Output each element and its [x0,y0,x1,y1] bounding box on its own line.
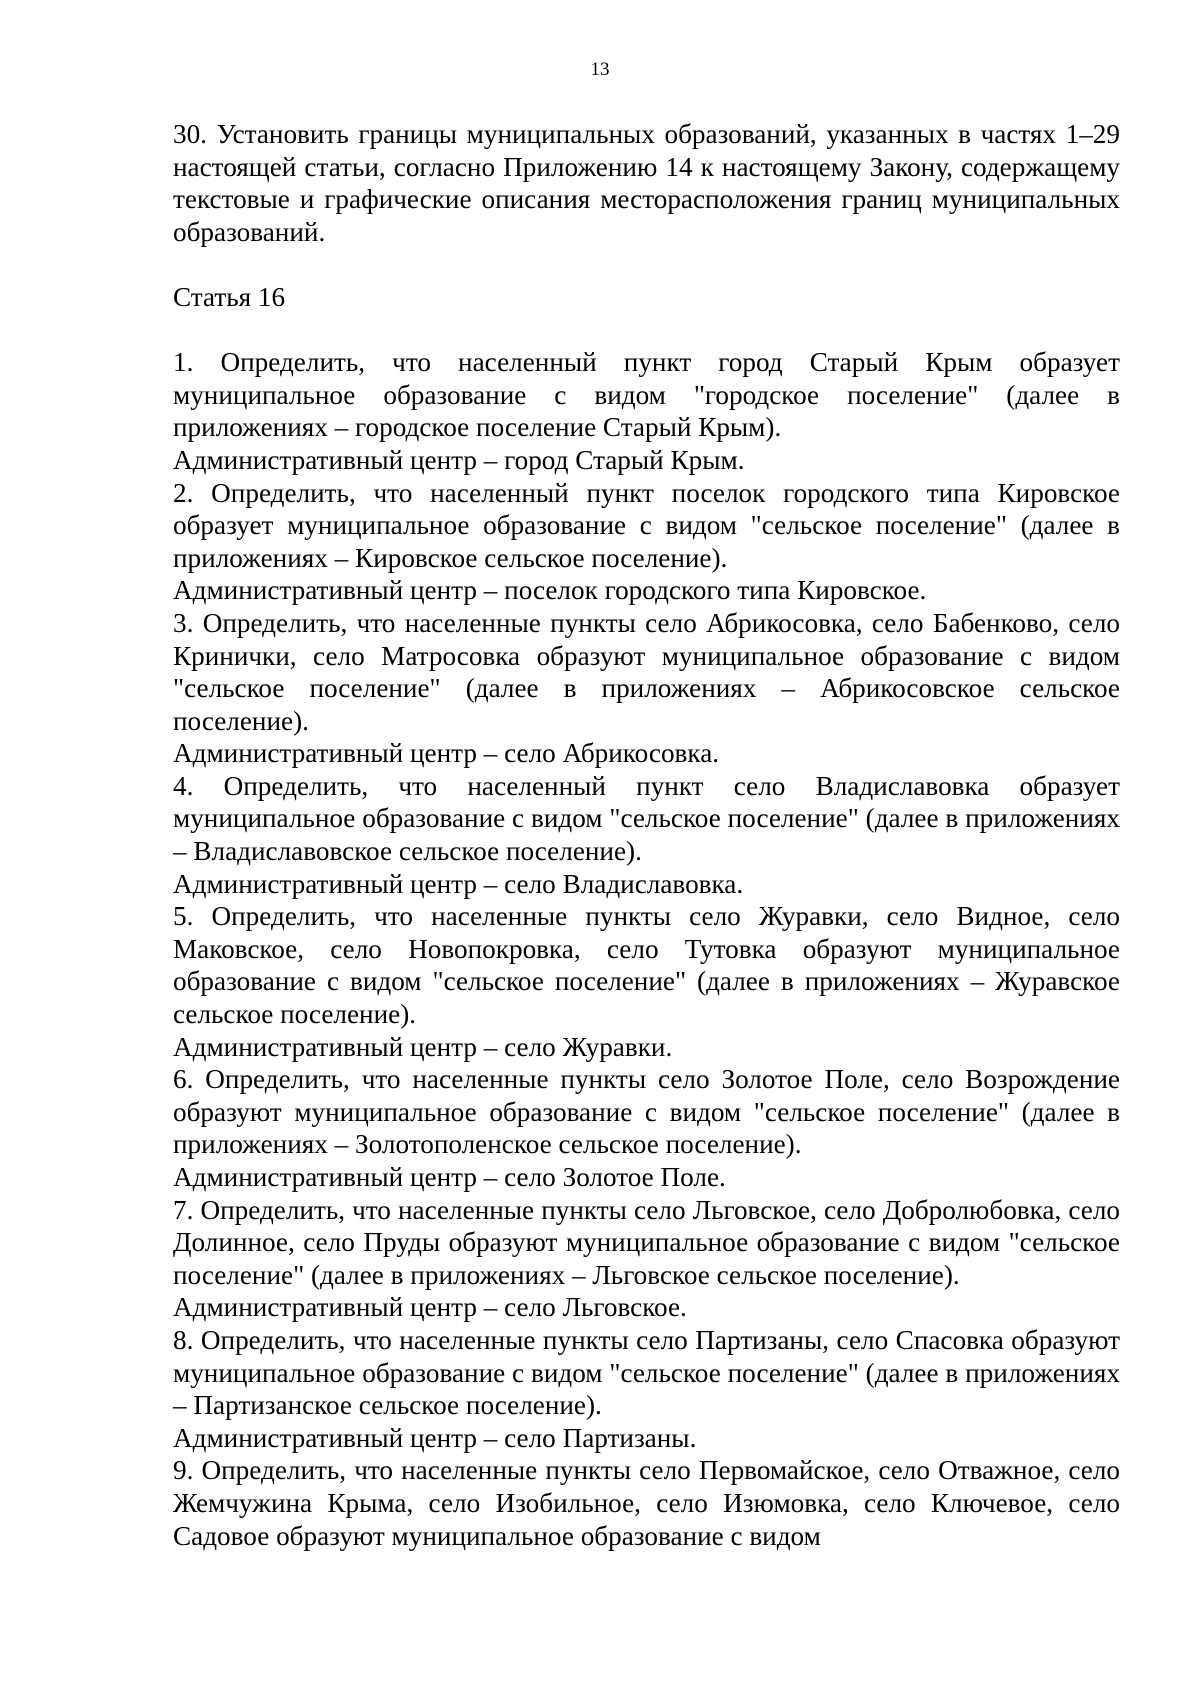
spacer [173,314,1120,347]
item-admin-center: Административный центр – город Старый Крым. [173,444,745,475]
item-text: 2. Определить, что населенный пункт поселок городского типа Кировское образует муниципальное образование с видом "сельское поселение" (далее в приложениях – Кировское сельское поселение). [173,477,1120,573]
item-text: 4. Определить, что населенный пункт село Владиславовка образует муниципальное образование с видом "сельское поселение" (далее в приложениях – Владиславовское сельское поселение). [173,770,1120,867]
spacer [173,248,1120,281]
item-text: 6. Определить, что населенные пункты село Золотое Поле, село Возрождение образуют муниципальное образование с видом "сельское поселение" (далее в приложениях – Золотополенское сельское поселение). [173,1064,1120,1160]
page-number: 13 [590,59,610,80]
item-text: 7. Определить, что населенные пункты село Льговское, село Добролюбовка, село Долинное, село Пруды образуют муниципальное образование с видом "сельское поселение" (далее в приложениях – Льговское сельское поселение). [173,1194,1120,1290]
item-text: 3. Определить, что населенные пункты село Абрикосовка, село Бабенково, село Кринички, село Матросовка образуют муниципальное образование с видом "сельское поселение" (далее в приложениях – Абрикосовское сельское поселение). [173,607,1120,736]
item-admin-center: Административный центр – село Льговское. [173,1292,687,1323]
item-admin-center: Административный центр – поселок городского типа Кировское. [173,575,927,606]
item-admin-center: Административный центр – село Партизаны. [173,1422,697,1453]
item-text: 5. Определить, что населенные пункты село Журавки, село Видное, село Маковское, село Новопокровка, село Тутовка образуют муниципальное образование с видом "сельское поселение" (далее в приложениях – Журавское сельское поселение). [173,901,1120,1030]
item-admin-center: Административный центр – село Абрикосовка. [173,738,720,769]
item-text: 8. Определить, что населенные пункты село Партизаны, село Спасовка образуют муниципальное образование с видом "сельское поселение" (далее в приложениях – Партизанское сельское поселение). [173,1324,1120,1421]
clause-30: 30. Установить границы муниципальных образований, указанных в частях 1–29 настоящей статьи, согласно Приложению 14 к настоящему Закону, содержащему текстовые и графические описания месторасположения границ муниципальных образований. [173,119,1120,247]
item-admin-center: Административный центр – село Золотое Поле. [173,1162,726,1192]
document-body [173,118,1120,1552]
item-admin-center: Административный центр – село Владиславовка. [173,868,744,899]
item-9-text: 9. Определить, что населенные пункты село Первомайское, село Отважное, село Жемчужина Крыма, село Изобильное, село Изюмовка, село Ключевое, село Садовое образуют муниципальное образование с видом [173,1455,1120,1551]
item-admin-center: Административный центр – село Журавки. [173,1031,673,1062]
item-text: 1. Определить, что населенный пункт город Старый Крым образует муниципальное образование с видом "городское поселение" (далее в приложениях – городское поселение Старый Крым). [173,347,1120,443]
article-heading: Статья 16 [173,281,286,312]
